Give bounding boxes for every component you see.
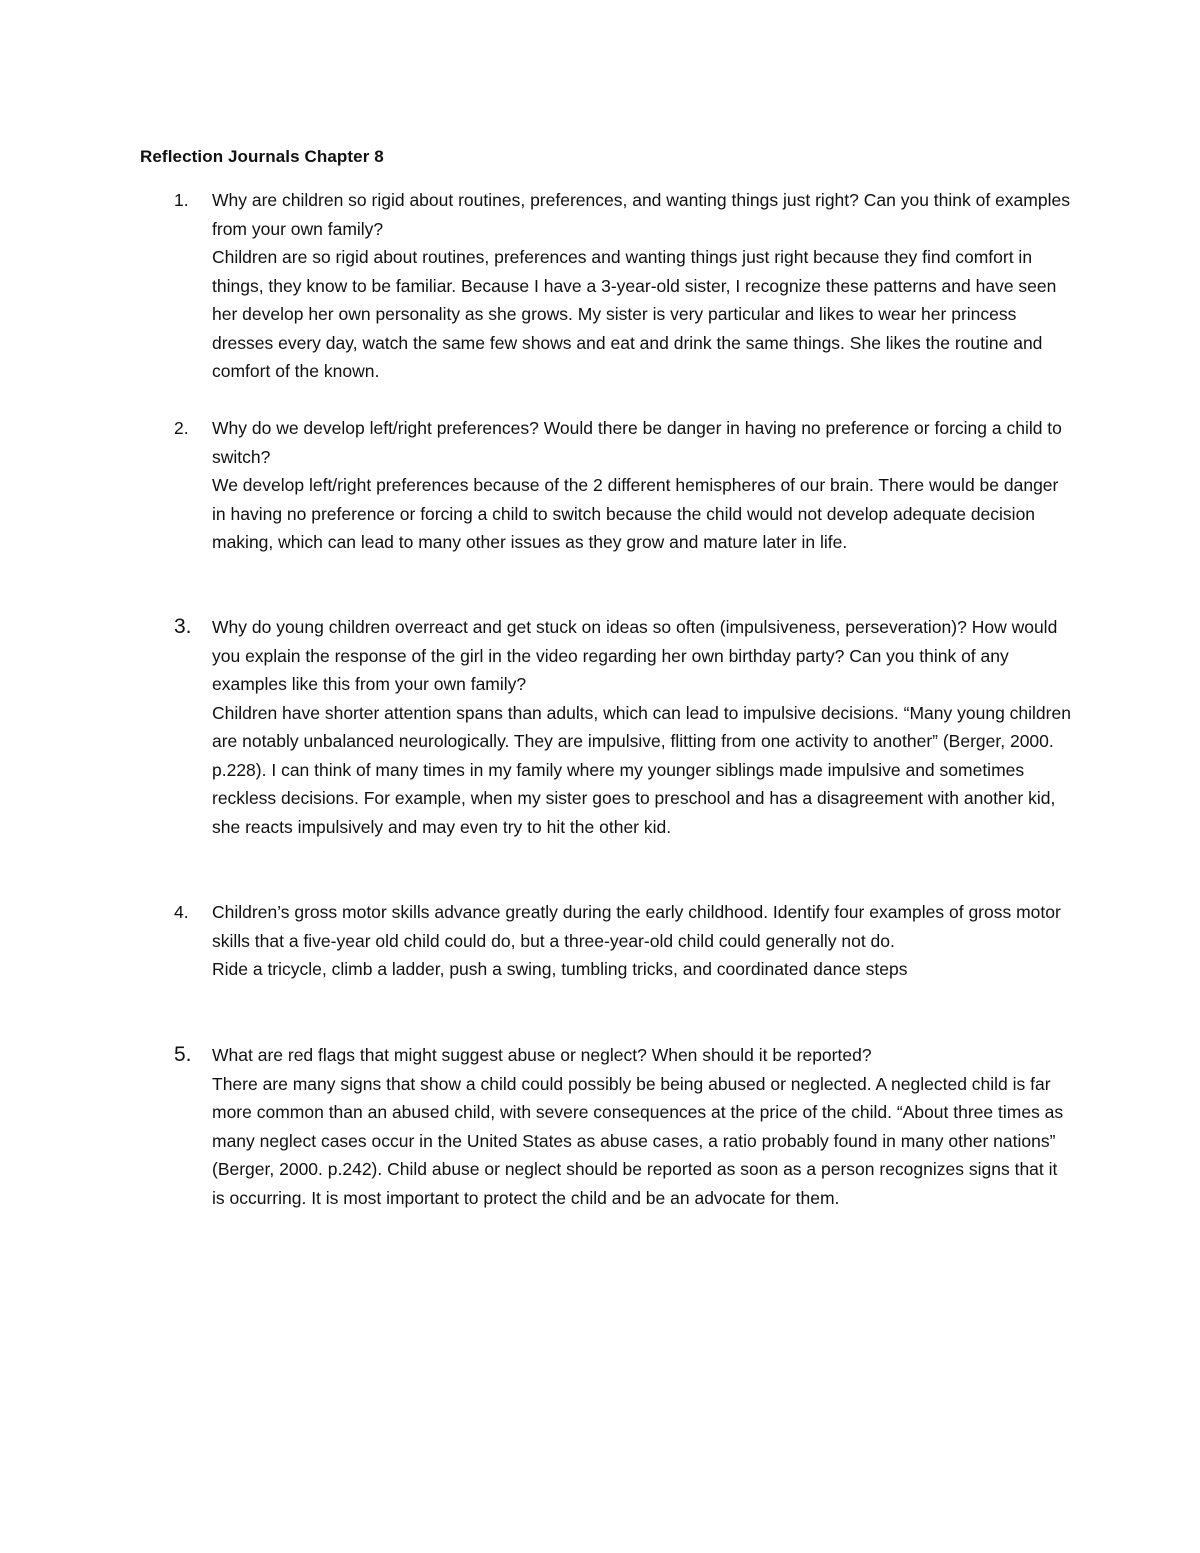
question-body [212,186,1072,386]
question-number: 1. [174,190,189,210]
question-list [140,0,1080,1553]
answer-text: Children have shorter attention spans than adults, which can lead to impulsive decisions. “Many young children are notably unbalanced neurologically. They are impulsive, flitting from one activity to another” (Berger, 2000. p.228). I can think of many times in my family where my younger siblings made impulsive and sometimes reckless decisions. For example, when my sister goes to preschool and has a disagreement with another kid, she reacts impulsively and may even try to hit the other kid. [212,702,1071,837]
question-text: Why are children so rigid about routines, preferences, and wanting things just right? Can you think of examples from your own family? [212,190,1070,239]
answer-text: We develop left/right preferences because of the 2 different hemispheres of our brain. There would be danger in having no preference or forcing a child to switch because the child would not develop adequate decision making, which can lead to many other issues as they grow and mature later in life. [212,475,1059,552]
question-item-3 [140,613,1080,841]
question-number: 2. [174,418,189,438]
question-item-2 [140,414,1080,557]
question-item-5 [140,1041,1080,1212]
answer-text: Ride a tricycle, climb a ladder, push a swing, tumbling tricks, and coordinated dance steps [212,959,908,979]
question-body [212,613,1072,841]
question-text: What are red flags that might suggest abuse or neglect? When should it be reported? [212,1045,872,1065]
question-number: 3. [174,615,192,638]
question-number: 5. [174,1043,192,1066]
answer-text: There are many signs that show a child could possibly be being abused or neglected. A neglected child is far more common than an abused child, with severe consequences at the price of the child. “About three times as many neglect cases occur in the United States as abuse cases, a ratio probably found in many other nations” (Berger, 2000. p.242). Child abuse or neglect should be reported as soon as a person recognizes signs that it is occurring. It is most important to protect the child and be an advocate for them. [212,1073,1064,1208]
question-body [212,898,1072,984]
answer-text: Children are so rigid about routines, preferences and wanting things just right because they find comfort in things, they know to be familiar. Because I have a 3-year-old sister, I recognize these patterns and have seen her develop her own personality as she grows. My sister is very particular and likes to wear her princess dresses every day, watch the same few shows and eat and drink the same things. She likes the routine and comfort of the known. [212,247,1057,381]
question-text: Why do we develop left/right preferences? Would there be danger in having no preference or forcing a child to switch? [212,418,1062,467]
question-item-1 [140,186,1080,386]
question-number: 4. [174,902,189,922]
question-text: Why do young children overreact and get stuck on ideas so often (impulsiveness, perseveration)? How would you explain the response of the girl in the video regarding her own birthday party? Can you think of any examples like this from your own family? [212,617,1058,694]
question-body [212,1041,1072,1212]
question-item-4 [140,898,1080,984]
document-title: Reflection Journals Chapter 8 [140,147,384,166]
question-body [212,414,1072,557]
question-text: Children’s gross motor skills advance greatly during the early childhood. Identify four examples of gross motor skills that a five-year old child could do, but a three-year-old child could generally not do. [212,902,1061,951]
